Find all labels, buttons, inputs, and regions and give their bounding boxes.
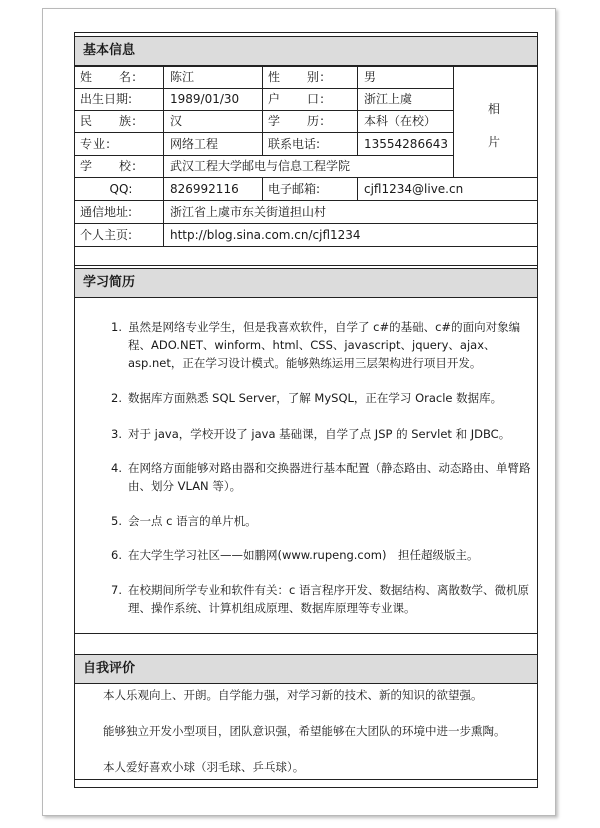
list-item xyxy=(104,389,536,407)
self-eval-paragraph-3: 本人爱好喜欢小球（羽毛球、乒乓球）。 xyxy=(103,760,305,774)
list-item xyxy=(104,512,536,530)
list-item xyxy=(104,581,536,617)
list-text: 在大学生学习社区——如鹏网(www.rupeng.com) 担任超级版主。 xyxy=(128,548,479,562)
photo-label-1: 相 xyxy=(488,102,501,116)
address-label: 通信地址: xyxy=(80,205,133,219)
gender-label: 性 别: xyxy=(268,70,326,84)
grid-line xyxy=(75,200,537,201)
grid-line xyxy=(75,88,453,89)
grid-line xyxy=(75,246,537,247)
grid-line xyxy=(75,110,453,111)
grid-line xyxy=(75,66,537,67)
birth-value: 1989/01/30 xyxy=(170,92,240,106)
education-value: 本科（在校） xyxy=(364,114,437,128)
list-number: 3. xyxy=(111,427,122,441)
list-item xyxy=(104,459,536,495)
list-text: 数据库方面熟悉 SQL Server，了解 MySQL，正在学习 Oracle 数据库。 xyxy=(128,391,503,405)
gender-value: 男 xyxy=(364,70,377,84)
school-label: 学 校: xyxy=(80,159,138,173)
qq-value: 826992116 xyxy=(170,182,239,196)
name-value: 陈江 xyxy=(170,70,195,84)
hukou-value: 浙江上虞 xyxy=(364,92,413,106)
phone-value: 13554286643 xyxy=(364,137,448,151)
grid-line xyxy=(163,66,164,246)
list-number: 5. xyxy=(111,514,122,528)
email-label: 电子邮箱: xyxy=(268,182,321,196)
photo-label-2: 片 xyxy=(488,135,501,149)
self-eval-paragraph-2: 能够独立开发小型项目，团队意识强，希望能够在大团队的环境中进一步熏陶。 xyxy=(103,724,506,738)
address-value: 浙江省上虞市东关街道担山村 xyxy=(170,205,327,219)
list-text: 在校期间所学专业和软件有关：c 语言程序开发、数据结构、离散数学、微机原理、操作系统、计算机组成原理、数据库原理等专业课。 xyxy=(128,583,529,615)
list-item xyxy=(104,318,536,372)
list-number: 6. xyxy=(111,548,122,562)
list-text: 对于 java，学校开设了 java 基础课，自学了点 JSP 的 Servlet 和 JDBC。 xyxy=(128,427,511,441)
self-eval-paragraph-1: 本人乐观向上、开朗。自学能力强，对学习新的技术、新的知识的欲望强。 xyxy=(103,688,483,702)
grid-line xyxy=(357,66,358,155)
grid-line xyxy=(75,265,537,266)
grid-line xyxy=(75,779,537,780)
phone-label: 联系电话: xyxy=(268,137,321,151)
list-number: 4. xyxy=(111,461,122,475)
list-item xyxy=(104,425,536,443)
list-text: 会一点 c 语言的单片机。 xyxy=(128,514,257,528)
grid-line xyxy=(453,66,454,177)
list-number: 7. xyxy=(111,583,122,597)
email-value: cjfl1234@live.cn xyxy=(364,182,464,196)
grid-line xyxy=(262,66,263,155)
hukou-label: 户 口: xyxy=(268,92,326,106)
grid-line xyxy=(75,223,537,224)
grid-line xyxy=(75,155,453,156)
basic-info-header: 基本信息 xyxy=(75,36,537,66)
education-label: 学 历: xyxy=(268,114,326,128)
homepage-link[interactable]: http://blog.sina.com.cn/cjfl1234 xyxy=(170,228,361,242)
grid-line xyxy=(262,177,263,200)
list-text: 虽然是网络专业学生，但是我喜欢软件，自学了 c#的基础、c#的面向对象编程、ADO.NET、winform、html、CSS、javascript、jquery、ajax、asp.net，正在学习设计模式。能够熟练运用三层架构进行项目开发。 xyxy=(128,320,521,370)
ethnic-label: 民 族: xyxy=(80,114,138,128)
homepage-label: 个人主页: xyxy=(80,228,133,242)
grid-line xyxy=(75,177,537,178)
self-evaluation-header: 自我评价 xyxy=(75,654,537,684)
qq-label: QQ: xyxy=(109,182,133,196)
list-number: 2. xyxy=(111,391,122,405)
major-value: 网络工程 xyxy=(170,137,219,151)
grid-line xyxy=(357,177,358,200)
name-label: 姓 名: xyxy=(80,70,138,84)
list-text: 在网络方面能够对路由器和交换器进行基本配置（静态路由、动态路由、单臂路由、划分 VLAN 等）。 xyxy=(128,461,531,493)
list-item xyxy=(104,546,536,564)
grid-line xyxy=(75,633,537,634)
school-value: 武汉工程大学邮电与信息工程学院 xyxy=(170,159,351,173)
major-label: 专业: xyxy=(80,137,112,151)
birth-label: 出生日期: xyxy=(80,92,133,106)
grid-line xyxy=(75,132,453,133)
study-history-header: 学习简历 xyxy=(75,268,537,298)
ethnic-value: 汉 xyxy=(170,114,183,128)
list-number: 1. xyxy=(111,320,122,334)
